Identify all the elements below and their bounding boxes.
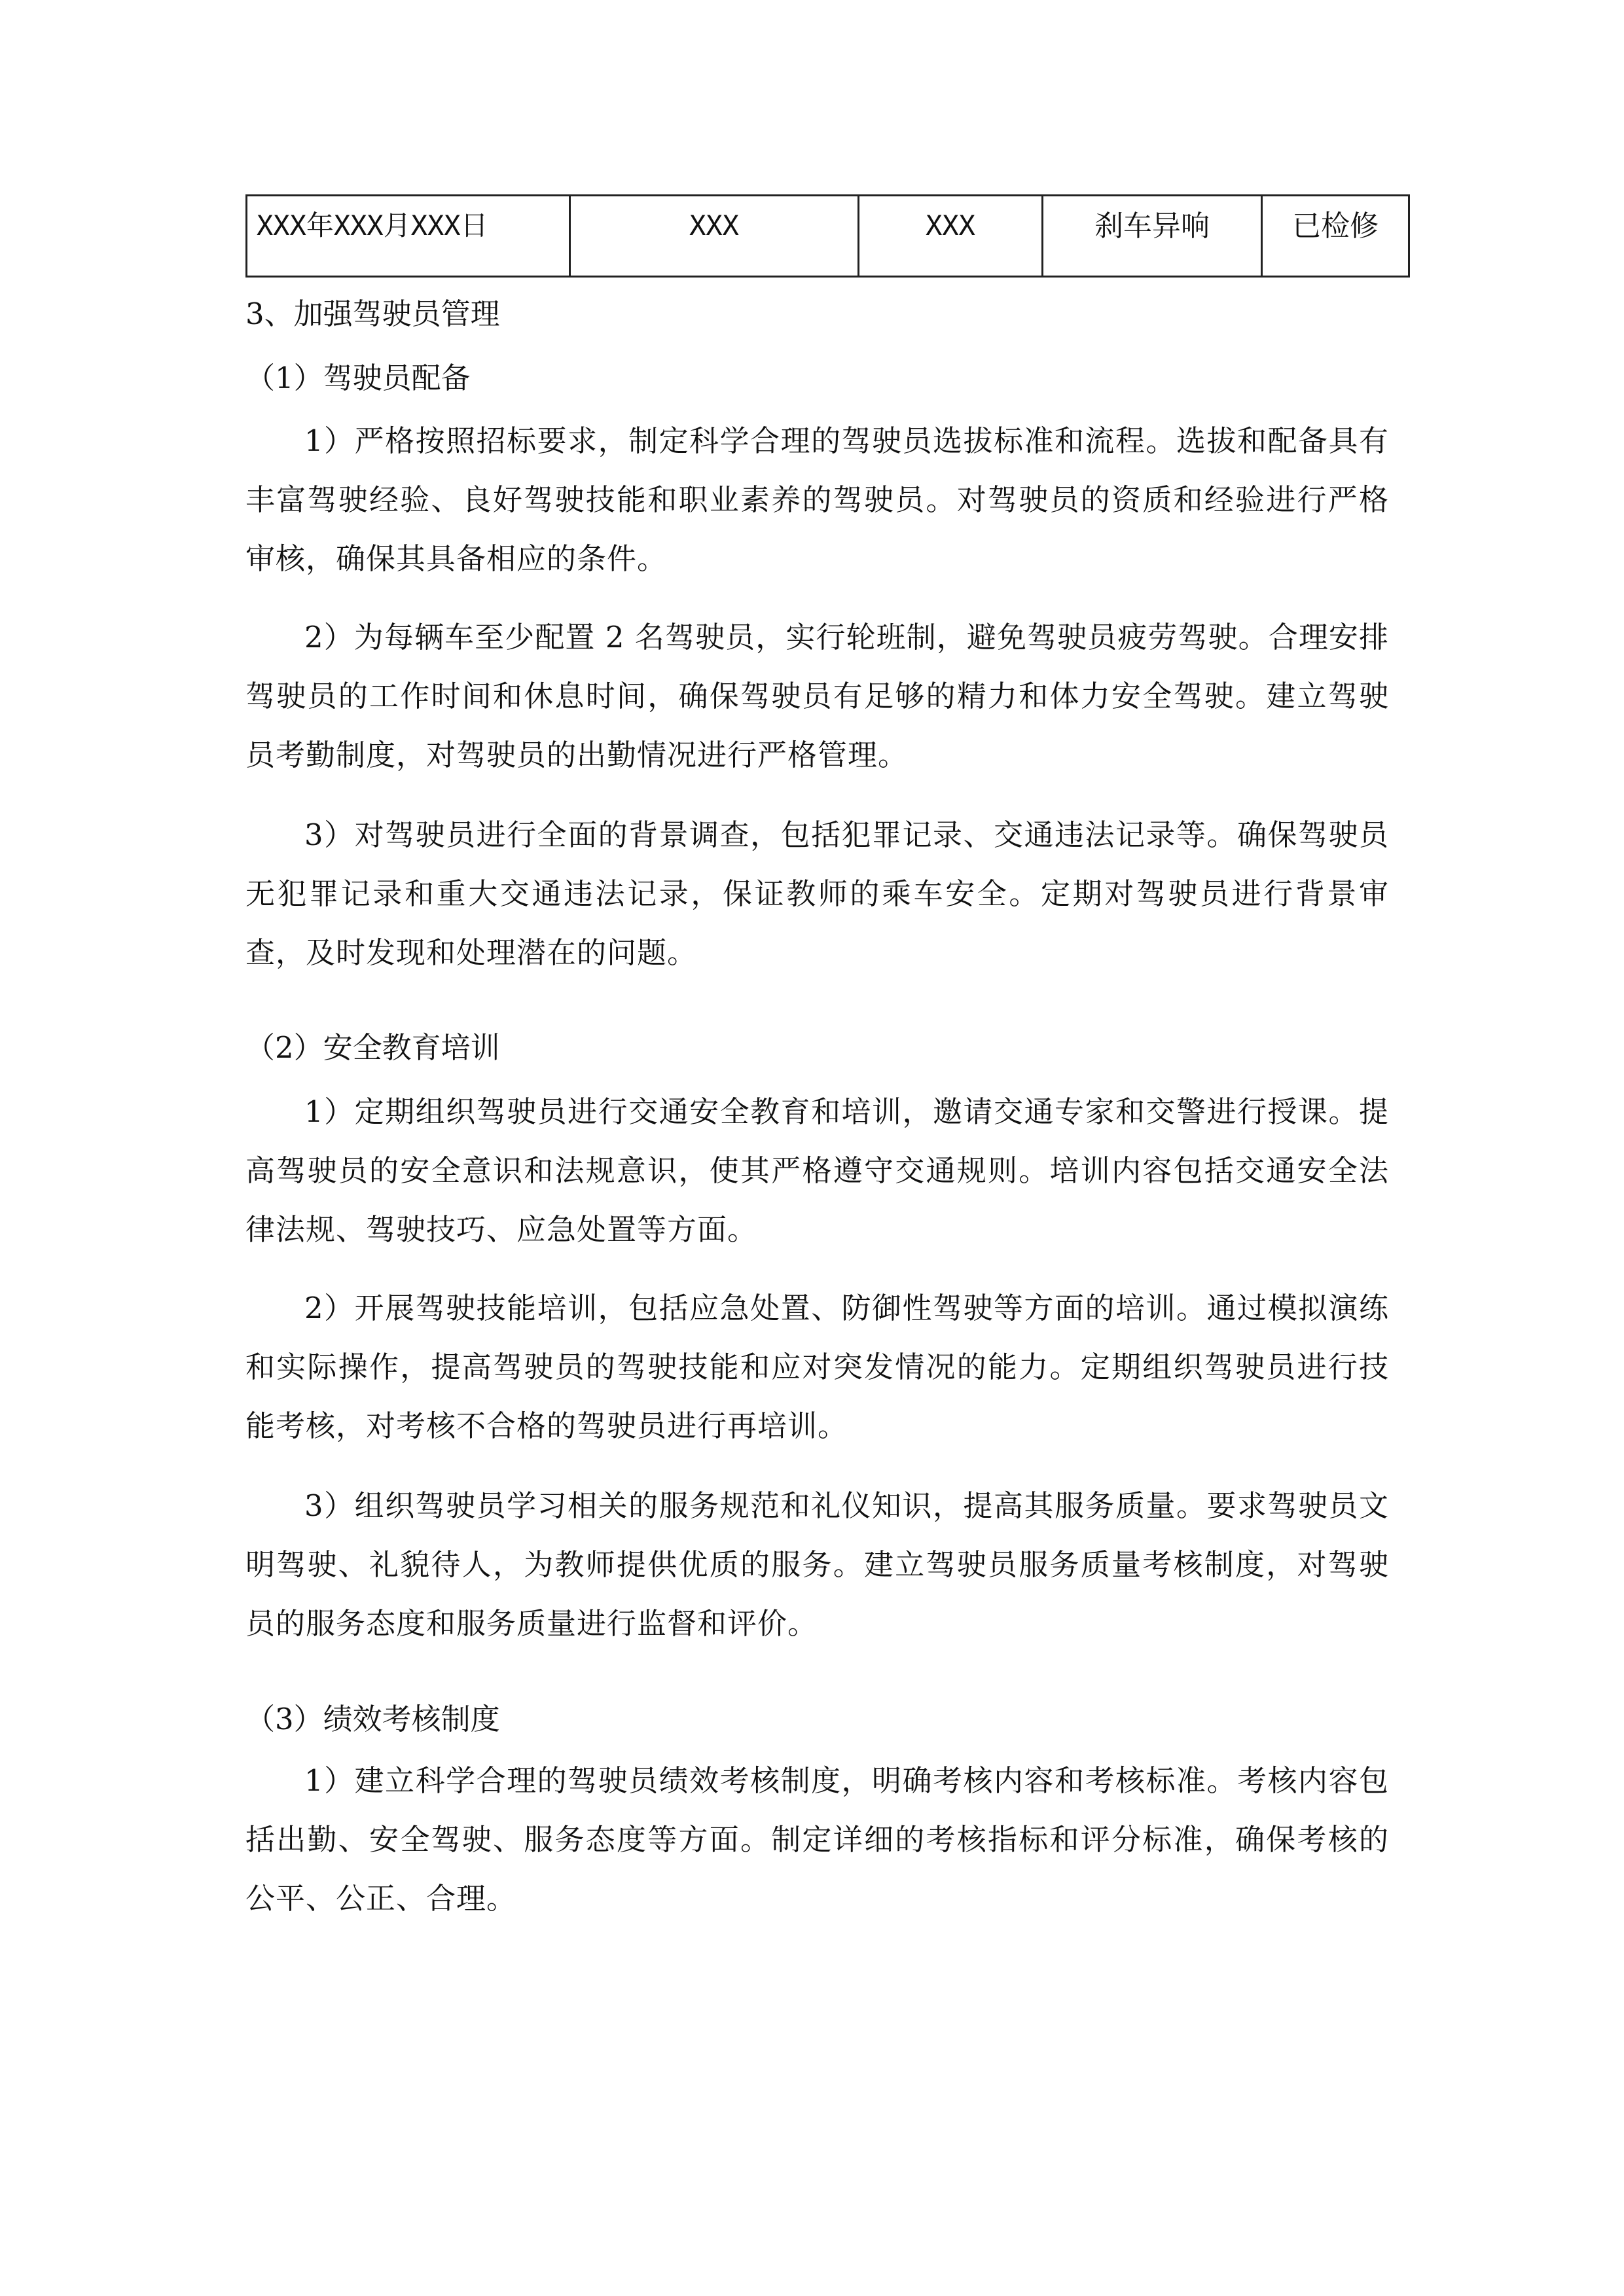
paragraph-2-2: 2）开展驾驶技能培训，包括应急处置、防御性驾驶等方面的培训。通过模拟演练和实际操作，提高驾驶员的驾驶技能和应对突发情况的能力。定期组织驾驶员进行技能考核，对考核不合格的驾驶员进行再培训。 — [245, 1291, 1389, 1443]
paragraph-2-1: 1）定期组织驾驶员进行交通安全教育和培训，邀请交通专家和交警进行授课。提高驾驶员的安全意识和法规意识，使其严格遵守交通规则。培训内容包括交通安全法律法规、驾驶技巧、应急处置等方面。 — [245, 1094, 1389, 1247]
maintenance-record-table — [245, 194, 1410, 278]
table-cell-vehicle: XXX — [570, 196, 859, 277]
table-cell-status: 已检修 — [1262, 196, 1409, 277]
table-cell-issue: 刹车异响 — [1043, 196, 1262, 277]
subsection-heading-2: （2）安全教育培训 — [245, 1030, 500, 1065]
table-row — [247, 196, 1409, 277]
paragraph-1-3: 3）对驾驶员进行全面的背景调查，包括犯罪记录、交通违法记录等。确保驾驶员无犯罪记录和重大交通违法记录，保证教师的乘车安全。定期对驾驶员进行背景审查，及时发现和处理潜在的问题。 — [245, 817, 1389, 970]
paragraph-1-2: 2）为每辆车至少配置 2 名驾驶员，实行轮班制，避免驾驶员疲劳驾驶。合理安排驾驶员的工作时间和休息时间，确保驾驶员有足够的精力和体力安全驾驶。建立驾驶员考勤制度，对驾驶员的出勤情况进行严格管理。 — [245, 620, 1389, 772]
table-cell-date: XXX年XXX月XXX日 — [247, 196, 570, 277]
table-cell-person: XXX — [859, 196, 1043, 277]
subsection-heading-3: （3）绩效考核制度 — [245, 1702, 500, 1736]
paragraph-3-1: 1）建立科学合理的驾驶员绩效考核制度，明确考核内容和考核标准。考核内容包括出勤、安全驾驶、服务态度等方面。制定详细的考核指标和评分标准，确保考核的公平、公正、合理。 — [245, 1763, 1389, 1916]
section-heading: 3、加强驾驶员管理 — [245, 296, 500, 331]
subsection-heading-1: （1）驾驶员配备 — [245, 361, 471, 395]
paragraph-2-3: 3）组织驾驶员学习相关的服务规范和礼仪知识，提高其服务质量。要求驾驶员文明驾驶、礼貌待人，为教师提供优质的服务。建立驾驶员服务质量考核制度，对驾驶员的服务态度和服务质量进行监督和评价。 — [245, 1488, 1389, 1641]
paragraph-1-1: 1）严格按照招标要求，制定科学合理的驾驶员选拔标准和流程。选拔和配备具有丰富驾驶经验、良好驾驶技能和职业素养的驾驶员。对驾驶员的资质和经验进行严格审核，确保其具备相应的条件。 — [245, 423, 1389, 576]
